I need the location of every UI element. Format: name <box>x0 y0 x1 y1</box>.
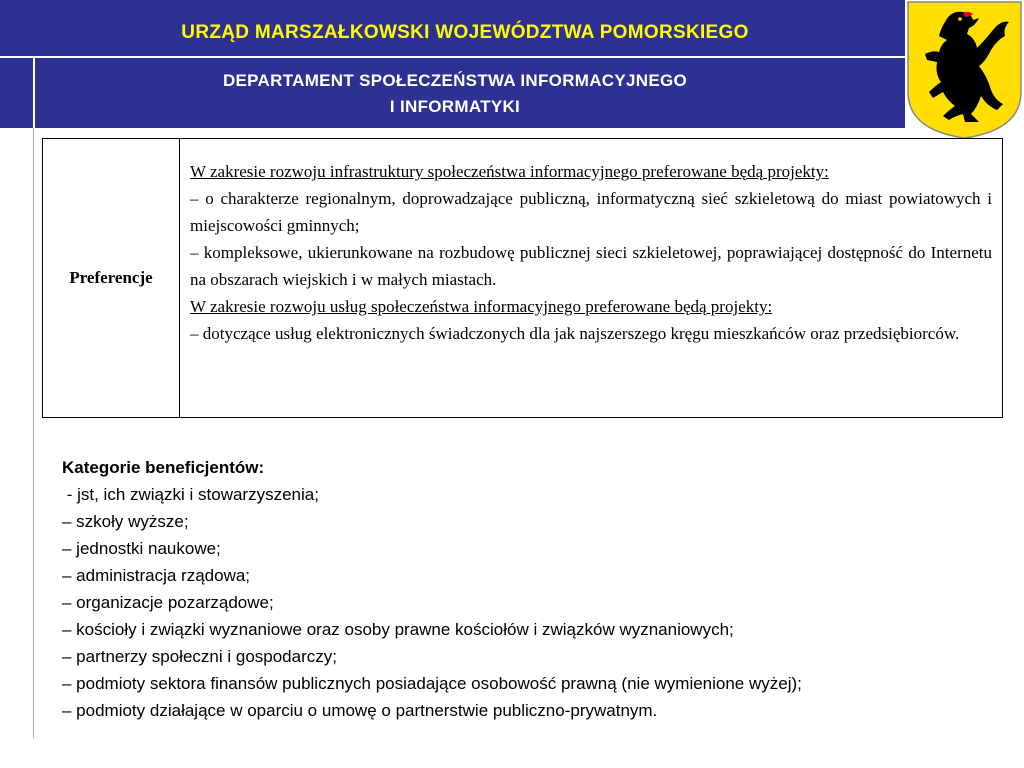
preferences-item: – o charakterze regionalnym, doprowadzające publiczną, informatyczną sieć szkieletową do miast powiatowych i miejscowości gminnych; <box>190 189 992 235</box>
preferences-services-heading: W zakresie rozwoju usług społeczeństwa informacyjnego preferowane będą projekty: <box>190 297 773 316</box>
preferences-content <box>180 139 1002 417</box>
preferences-item: – dotyczące usług elektronicznych świadczonych dla jak najszerszego kręgu mieszkańców oraz przedsiębiorców. <box>190 324 960 343</box>
preferences-infrastructure-heading: W zakresie rozwoju infrastruktury społeczeństwa informacyjnego preferowane będą projekty: <box>190 162 829 181</box>
category-item: – partnerzy społeczni i gospodarczy; <box>62 647 337 666</box>
office-title: URZĄD MARSZAŁKOWSKI WOJEWÓDZTWA POMORSKIEGO <box>181 22 749 43</box>
department-title <box>0 68 910 120</box>
griffin-crest-icon <box>905 0 1024 140</box>
department-line-2: I INFORMATYKI <box>389 97 521 116</box>
preferences-table <box>42 138 1003 418</box>
preferences-item: – kompleksowe, ukierunkowane na rozbudowę publicznej sieci szkieletowej, poprawiającej dostępność do Internetu na obszarach wiejskich i w małych miastach. <box>190 243 992 289</box>
category-item: – podmioty działające w oparciu o umowę o partnerstwie publiczno-prywatnym. <box>62 701 658 720</box>
category-item: – organizacje pozarządowe; <box>62 593 274 612</box>
preferences-label: Preferencje <box>43 139 180 417</box>
category-item: - jst, ich związki i stowarzyszenia; <box>62 485 319 504</box>
category-item: – administracja rządowa; <box>62 566 251 585</box>
department-line-1: DEPARTAMENT SPOŁECZEŃSTWA INFORMACYJNEGO <box>222 71 688 90</box>
left-margin-rule <box>33 128 34 738</box>
category-item: – kościoły i związki wyznaniowe oraz osoby prawne kościołów i związków wyznaniowych; <box>62 620 734 639</box>
category-item: – szkoły wyższe; <box>62 512 189 531</box>
category-item: – podmioty sektora finansów publicznych posiadające osobowość prawną (nie wymienione wyżej); <box>62 674 802 693</box>
category-item: – jednostki naukowe; <box>62 539 221 558</box>
header-bar <box>0 0 905 128</box>
beneficiary-categories <box>62 454 994 724</box>
categories-title: Kategorie beneficjentów: <box>62 458 265 477</box>
